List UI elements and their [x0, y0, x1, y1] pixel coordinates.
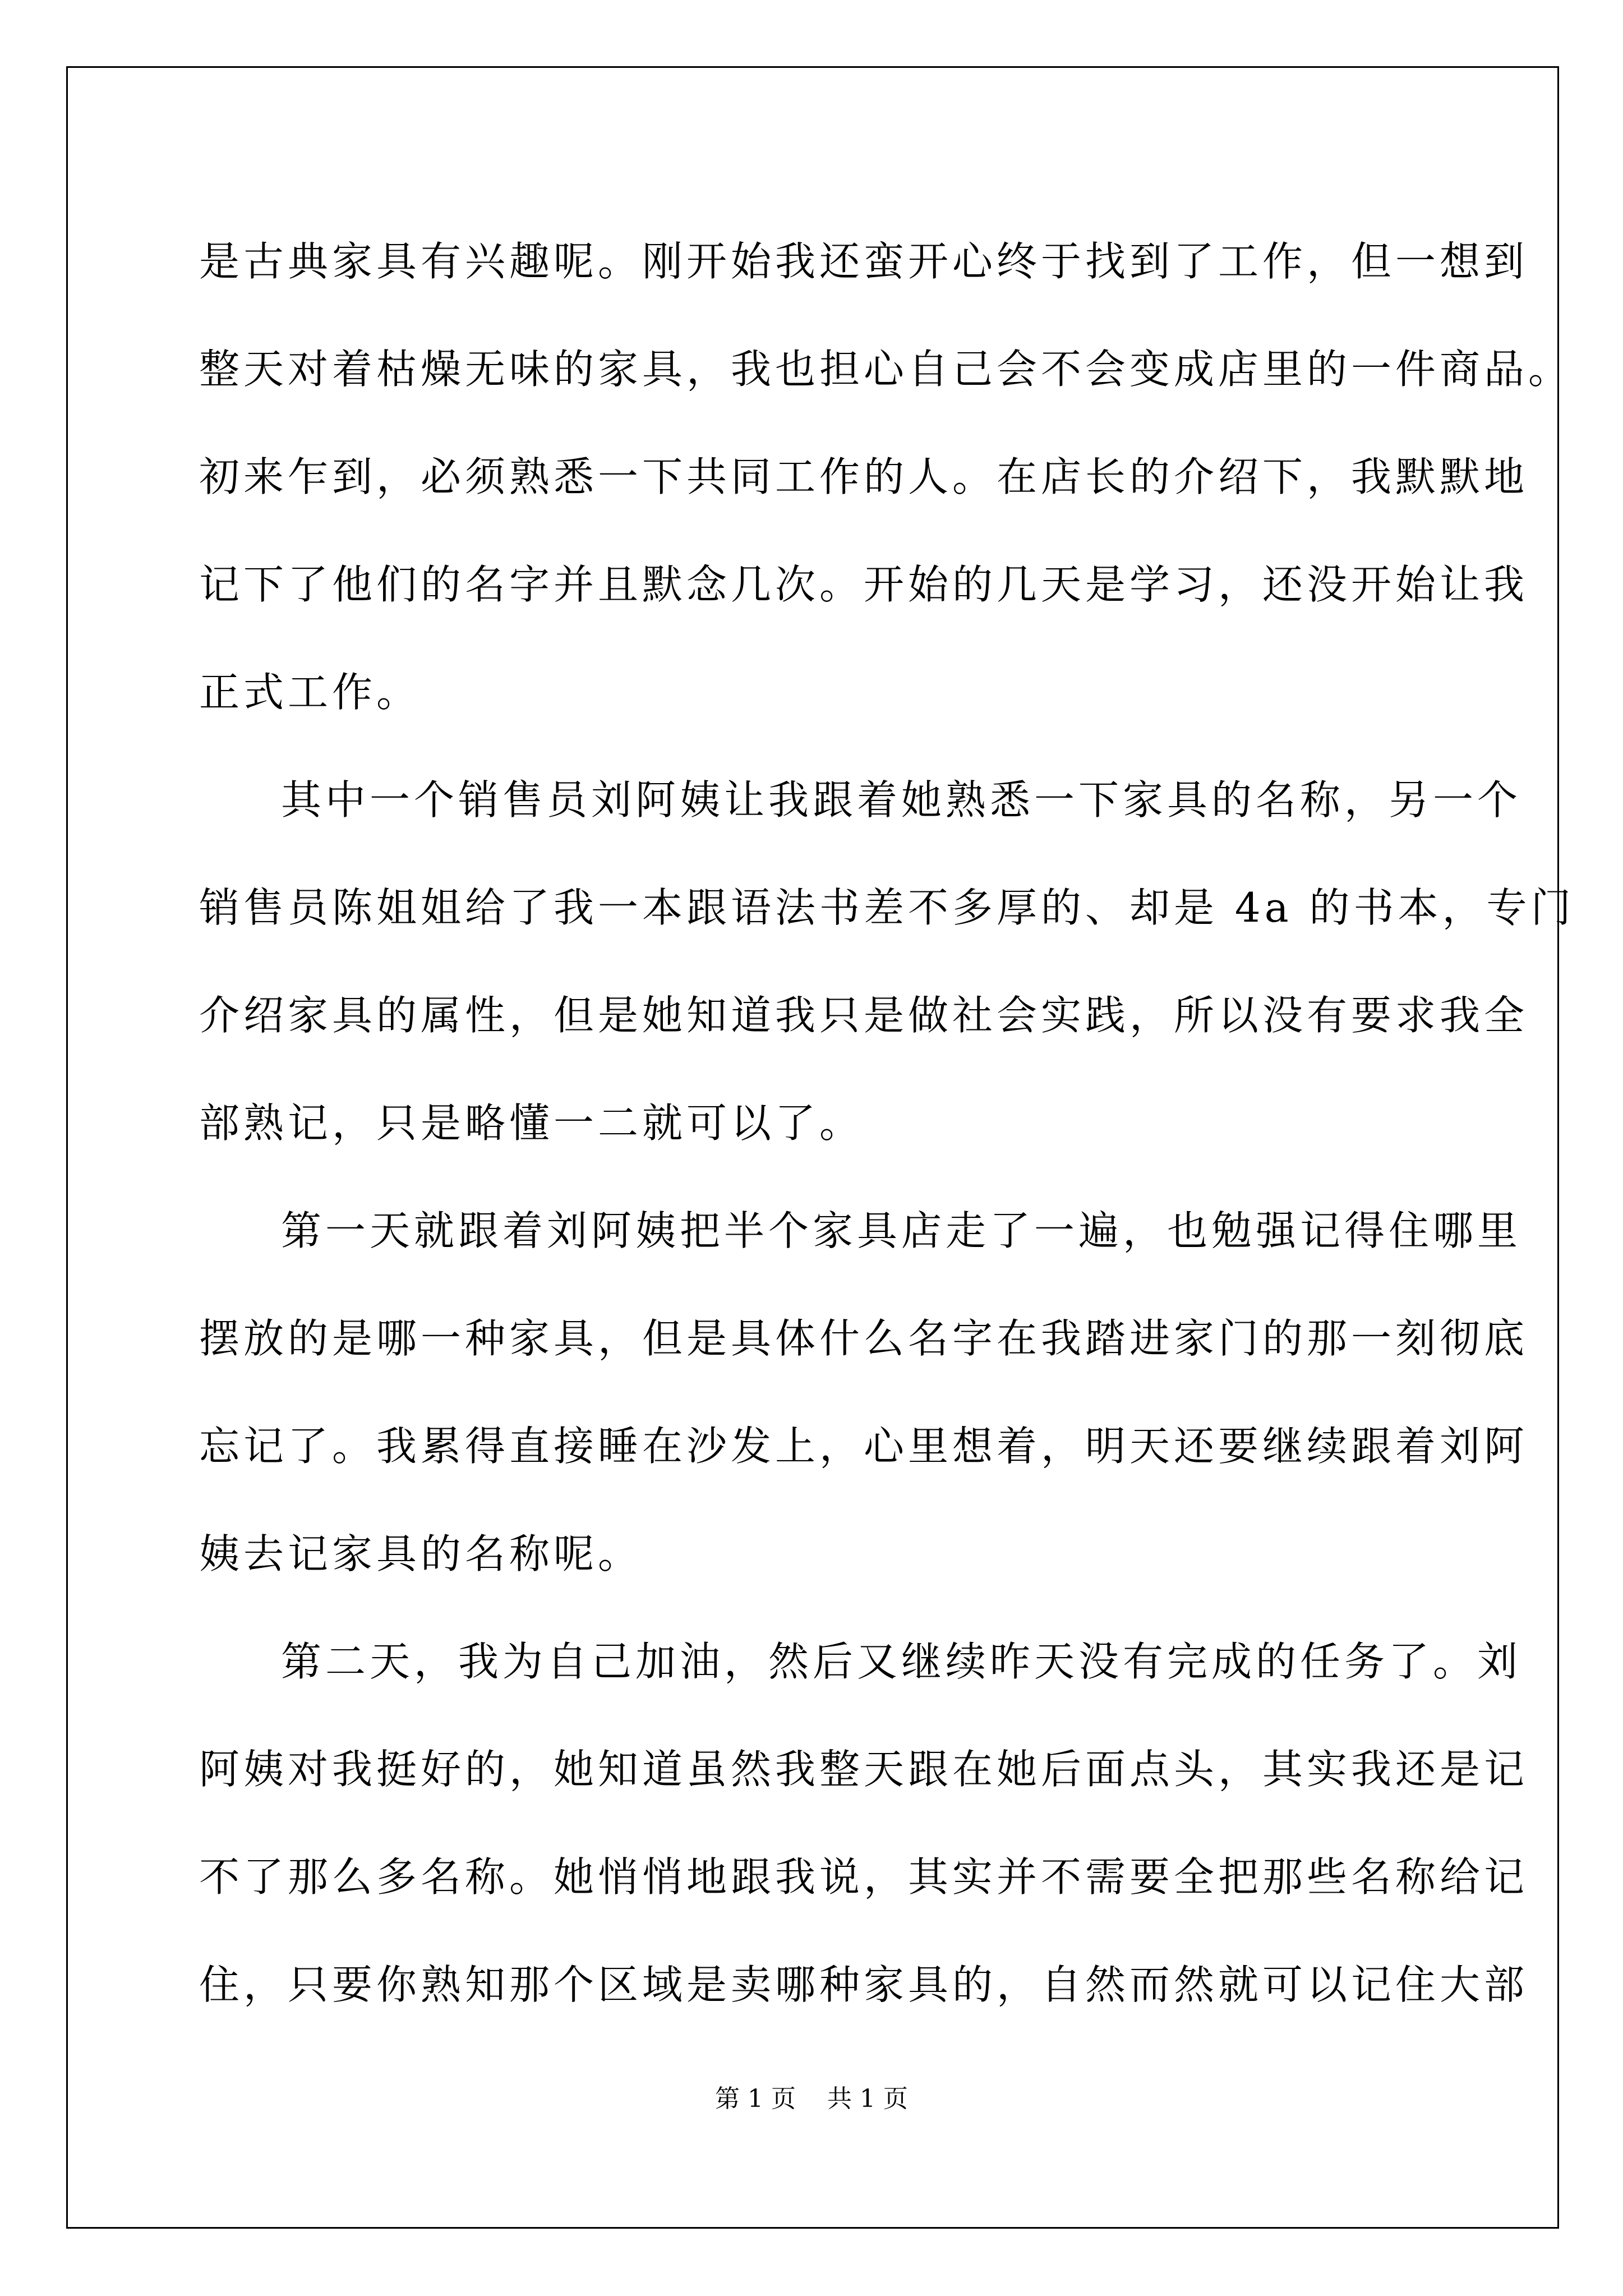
text-line: 正式工作。 [199, 669, 421, 716]
text-line: 姨去记家具的名称呢。 [199, 1530, 643, 1577]
text-line: 不了那么多名称。她悄悄地跟我说，其实并不需要全把那些名称给记 [199, 1853, 1529, 1901]
document-body [199, 208, 1575, 2039]
text-line: 住，只要你熟知那个区域是卖哪种家具的，自然而然就可以记住大部 [199, 1961, 1529, 2008]
text-line: 部熟记，只是略懂一二就可以了。 [199, 1099, 864, 1147]
text-line: 介绍家具的属性，但是她知道我只是做社会实践，所以没有要求我全 [199, 992, 1529, 1039]
text-line: 阿姨对我挺好的，她知道虽然我整天跟在她后面点头，其实我还是记 [199, 1746, 1529, 1793]
page-number-footer: 第 1 页 共 1 页 [715, 2085, 908, 2113]
text-line: 记下了他们的名字并且默念几次。开始的几天是学习，还没开始让我 [199, 561, 1529, 608]
text-line: 是古典家具有兴趣呢。刚开始我还蛮开心终于找到了工作，但一想到 [199, 238, 1529, 285]
paragraph-first-line: 其中一个销售员刘阿姨让我跟着她熟悉一下家具的名称，另一个 [281, 776, 1522, 823]
text-line: 销售员陈姐姐给了我一本跟语法书差不多厚的、却是 4a 的书本，专门 [199, 884, 1575, 931]
text-line: 初来乍到，必须熟悉一下共同工作的人。在店长的介绍下，我默默地 [199, 453, 1529, 500]
paragraph-first-line: 第一天就跟着刘阿姨把半个家具店走了一遍，也勉强记得住哪里 [281, 1207, 1522, 1254]
text-line: 摆放的是哪一种家具，但是具体什么名字在我踏进家门的那一刻彻底 [199, 1315, 1529, 1362]
text-line: 整天对着枯燥无味的家具，我也担心自己会不会变成店里的一件商品。 [199, 346, 1573, 393]
paragraph-first-line: 第二天，我为自己加油，然后又继续昨天没有完成的任务了。刘 [281, 1638, 1522, 1685]
text-line: 忘记了。我累得直接睡在沙发上，心里想着，明天还要继续跟着刘阿 [199, 1423, 1529, 1470]
